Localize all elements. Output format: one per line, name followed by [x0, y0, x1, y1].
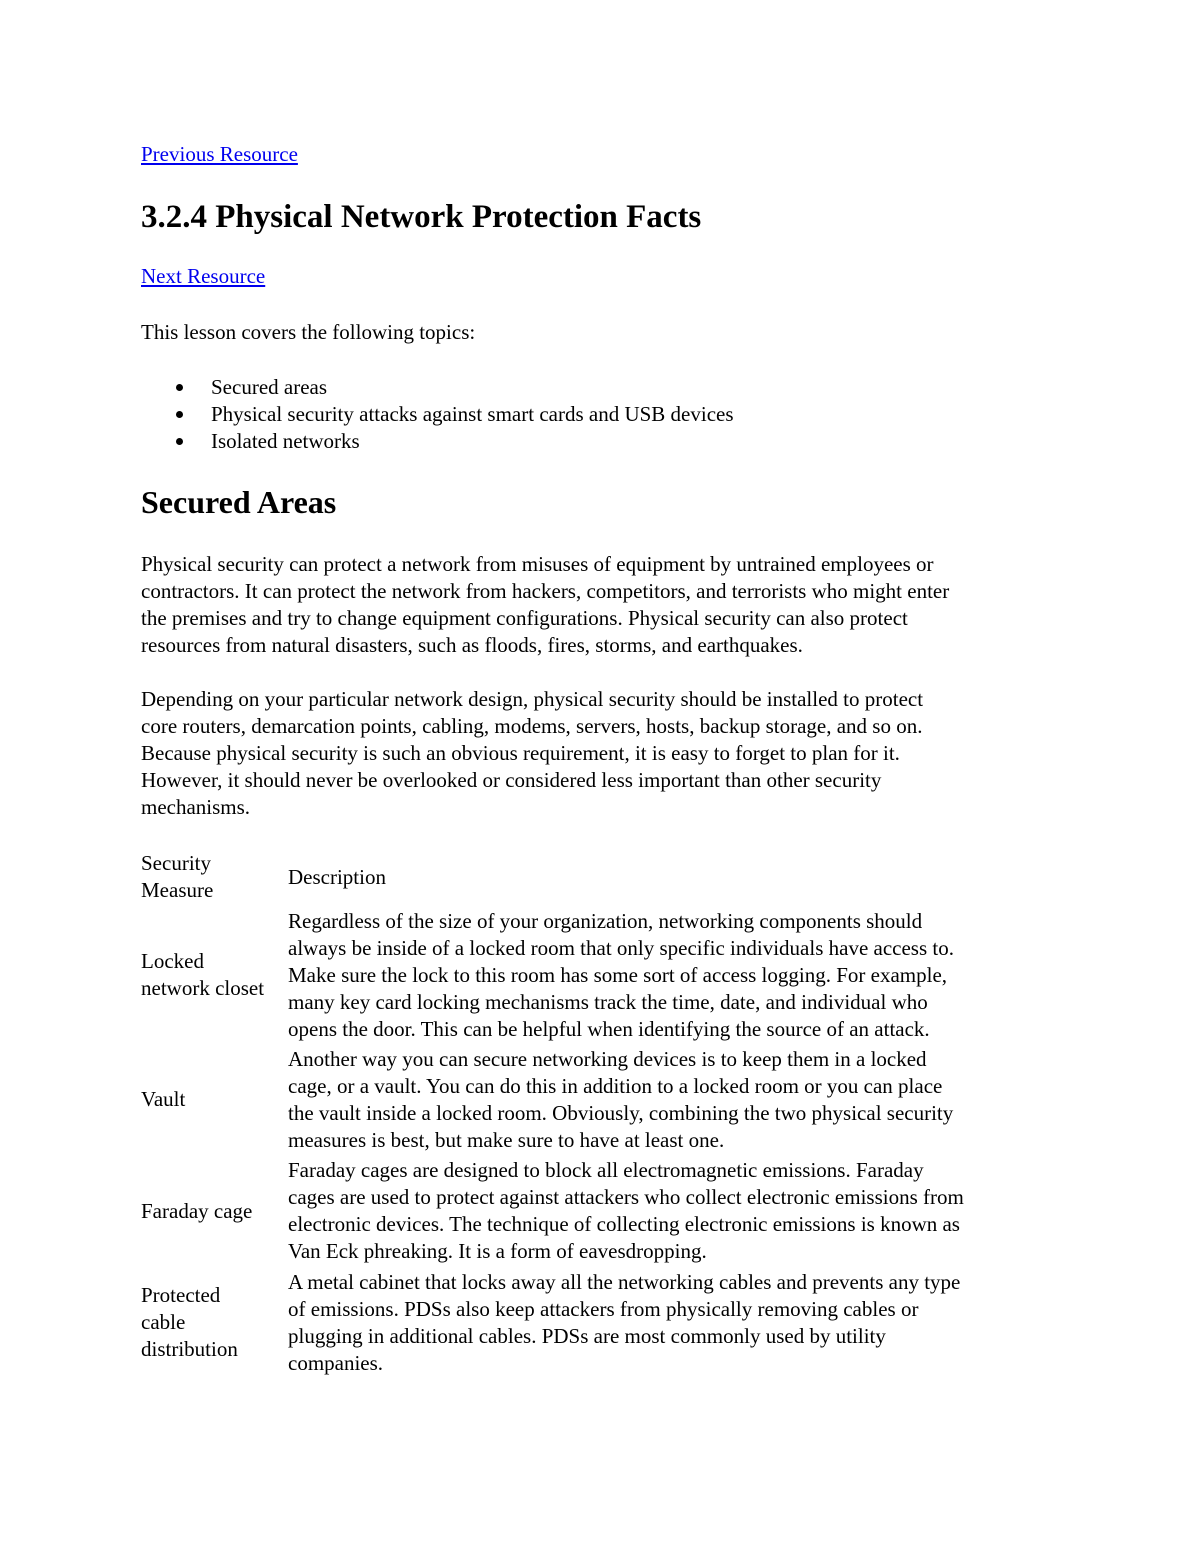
description-line: Make sure the lock to this room has some sort of access logging. For example,: [288, 962, 948, 987]
bullet-icon: [176, 384, 183, 391]
topic-item: [141, 428, 734, 455]
measure-line: distribution: [141, 1337, 238, 1361]
measure-line: cable: [141, 1310, 186, 1334]
topics-list: [141, 374, 734, 455]
measure-line: Locked: [141, 949, 204, 973]
header-description-line: Description: [288, 864, 386, 889]
topic-label: Isolated networks: [211, 429, 360, 453]
description-line: always be inside of a locked room that only specific individuals have access to.: [288, 935, 954, 960]
description-line: A metal cabinet that locks away all the networking cables and prevents any type: [288, 1269, 961, 1294]
section-heading: Secured Areas: [141, 484, 337, 520]
paragraph-line: Depending on your particular network design, physical security should be installed to protect: [141, 687, 924, 711]
description-line: electronic devices. The technique of collecting electronic emissions is known as: [288, 1212, 960, 1236]
description-line: Another way you can secure networking devices is to keep them in a locked: [288, 1046, 927, 1071]
description-line: plugging in additional cables. PDSs are most commonly used by utility: [288, 1323, 886, 1348]
bullet-icon: [176, 438, 183, 445]
description-line: Faraday cages are designed to block all electromagnetic emissions. Faraday: [288, 1158, 924, 1182]
topic-label: Secured areas: [211, 375, 328, 399]
measure-cell: [141, 1198, 288, 1225]
table-header-row: [141, 848, 1056, 906]
security-measures-table: [141, 848, 1056, 1378]
measure-line: network closet: [141, 976, 265, 1000]
table-row: [141, 1267, 1056, 1378]
paragraph-2: [141, 686, 1056, 821]
paragraph-line: Because physical security is such an obvious requirement, it is easy to forget to plan for it.: [141, 741, 900, 765]
description-cell: [288, 1157, 1056, 1265]
description-line: the vault inside a locked room. Obviously, combining the two physical security: [288, 1100, 954, 1125]
page-title: 3.2.4 Physical Network Protection Facts: [141, 199, 702, 235]
header-measure-line: Measure: [141, 878, 214, 902]
measure-line: Vault: [141, 1087, 186, 1111]
description-line: Regardless of the size of your organization, networking components should: [288, 908, 923, 933]
description-cell: [288, 1269, 1056, 1377]
paragraph-line: contractors. It can protect the network from hackers, competitors, and terrorists who might enter: [141, 579, 950, 603]
description-line: many key card locking mechanisms track the time, date, and individual who: [288, 989, 928, 1014]
paragraph-line: mechanisms.: [141, 795, 251, 819]
description-line: of emissions. PDSs also keep attackers from physically removing cables or: [288, 1296, 919, 1321]
measure-line: Faraday cage: [141, 1198, 253, 1223]
header-measure-line: Security: [141, 851, 211, 875]
paragraph-line: resources from natural disasters, such as floods, fires, storms, and earthquakes.: [141, 633, 803, 657]
previous-resource-link[interactable]: Previous Resource: [141, 142, 298, 166]
next-resource-link[interactable]: Next Resource: [141, 264, 266, 288]
header-description: [288, 864, 1056, 891]
paragraph-line: core routers, demarcation points, cabling, modems, servers, hosts, backup storage, and so on.: [141, 714, 923, 738]
description-line: companies.: [288, 1350, 384, 1375]
description-line: Van Eck phreaking. It is a form of eavesdropping.: [288, 1239, 707, 1263]
bullet-icon: [176, 411, 183, 418]
measure-cell: [141, 948, 288, 1002]
description-cell: [288, 1046, 1056, 1154]
description-line: opens the door. This can be helpful when identifying the source of an attack.: [288, 1016, 930, 1041]
paragraph-line: Physical security can protect a network from misuses of equipment by untrained employees or: [141, 552, 934, 576]
description-line: measures is best, but make sure to have at least one.: [288, 1127, 725, 1152]
description-line: cages are used to protect against attackers who collect electronic emissions from: [288, 1185, 964, 1209]
paragraph-line: However, it should never be overlooked or considered less important than other security: [141, 768, 882, 792]
topic-item: [141, 401, 734, 428]
paragraph-1: [141, 551, 1056, 659]
paragraph-line: the premises and try to change equipment configurations. Physical security can also protect: [141, 606, 908, 630]
table-row: [141, 1044, 1056, 1155]
measure-cell: [141, 1086, 288, 1113]
intro-text: This lesson covers the following topics:: [141, 320, 476, 344]
measure-line: Protected: [141, 1283, 221, 1307]
topic-item: [141, 374, 734, 401]
description-cell: [288, 908, 1056, 1043]
description-line: cage, or a vault. You can do this in addition to a locked room or you can place: [288, 1073, 943, 1098]
table-row: [141, 1155, 1056, 1267]
measure-cell: [141, 1282, 288, 1363]
topic-label: Physical security attacks against smart cards and USB devices: [211, 402, 734, 426]
table-row: [141, 906, 1056, 1044]
header-measure: [141, 850, 288, 904]
